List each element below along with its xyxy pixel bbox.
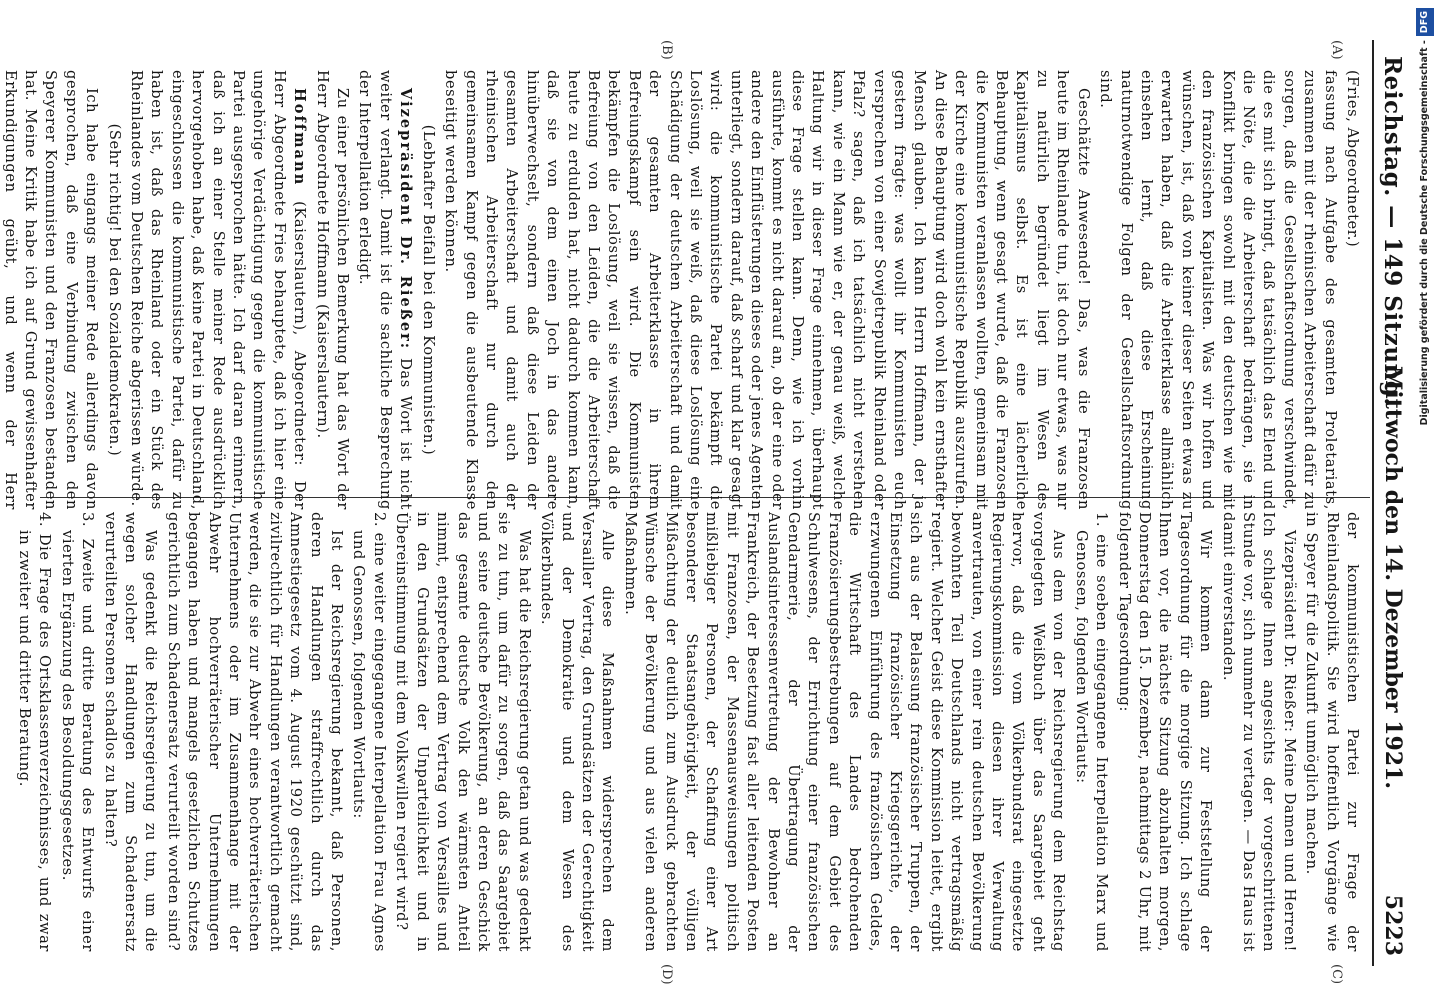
speaker-name: Vizepräsident Dr. Rießer: (397, 88, 415, 351)
agenda-item-3: 3. Zweite und dritte Beratung des Entwurfs einer vierten Ergänzung des Besoldungsgesetzes. (58, 512, 97, 952)
credit-text: Digitalisierung gefördert durch die Deutsche Forschungsgemeinschaft - (1419, 40, 1430, 426)
header-session: Reichstag. — 149 Sitzung. (1379, 56, 1406, 406)
agenda-intro: Wir kommen dann zur Feststellung der Tagesordnung für die morgige Sitzung. Ich schlage Ihnen vor, die nächste Sitzung abzuhalten morgen, Donnerstag den 15. Dezember, nachmittags 2 Uhr, mit folgender Tagesordnung: (1115, 512, 1215, 952)
page-header (1372, 36, 1406, 966)
margin-mark-a: (A) (1329, 40, 1344, 60)
interpellation-text: Aus dem von der Reichsregierung dem Reichstag vorgelegten Weißbuch über das Saargebiet geht hervor, daß die vom Völkerbundsrat eingesetzte Regierungskommission diesen ihrer Verwaltung anvertrauten, von einer rein deutschen Bevölkerung bewohnten Teil Deutschlands nicht vertragsmäßig regiert. Welcher Geist diese Kommission leitet, ergibt sich aus der Belassung französischer Truppen, der Einsetzung französischer Kriegsgerichte, der erzwungenen Einführung des französischen Geldes, die Wirtschaft des Landes bedrohenden Französierungsbestrebungen auf dem Gebiet des Schulwesens, der Errichtung einer französischen Gendarmerie, der Übertragung der Auslandsinteressenvertretung der Bewohner an Frankreich, der Besetzung fast aller leitenden Posten mit Franzosen, der Massenausweisungen politisch mißliebiger Personen, der Schaffung einer Art besonderer Staatsangehörigkeit, der völligen Mißachtung der deutlich zum Ausdruck gebrachten Wünsche der Bevölkerung und aus vielen anderen Maßnahmen. (621, 512, 1068, 952)
page-number: 5223 (1380, 894, 1406, 956)
margin-mark-c: (C) (1329, 964, 1344, 985)
interpellation-text: Ist der Reichsregierung bekannt, daß Personen, deren Handlungen straffrechtlich durch das Amnestiegesetz vom 4. August 1920 geschützt sind, zivilrechtlich für Handlungen verantwortlich gemacht werden, die sie zur Abwehr eines hochverräterischen Unternehmens oder im Zusammenhange mit der Abwehr hochverräterischer Unternehmungen begangen haben und mangels gesetzlichen Schutzes gerichtlich zum Schadenersatz verurteilt worden sind? (164, 512, 346, 952)
president-statement (354, 70, 415, 510)
margin-mark-d: (D) (659, 964, 674, 985)
header-rule (1372, 40, 1374, 966)
agenda-item-4: 4. Die Frage des Ortsklassenverzeichnisses, und zwar in zweiter und dritter Beratung. (16, 512, 54, 952)
remark-text: (Kaiserslautern), Abgeordneter: Der Herr Abgeordnete Fries behauptete, daß ich hier eine ungehörige Verdächtigung gegen die kommunistische Partei ausgesprochen hätte. Ich darf daran erinnern, daß ich an einer Stelle meiner Rede ausdrücklich hervorgehoben habe, daß keine Partei in Deutschland, eingeschlossen die kommunistische Partei, dafür zu haben ist, daß das Rheinland oder ein Stück des Rheinlandes vom Deutschen Reiche abgerissen würde. (128, 70, 309, 510)
speaker-name: Vizepräsident Dr. Rießer: (1280, 530, 1298, 733)
president-statement (1217, 512, 1299, 952)
speech-paragraph: Ich habe eingangs meiner Rede allerdings davon gesprochen, daß eine Verbindung zwischen den Speyerer Kommunisten und den Franzosen bestanden hat. Meine Kritik habe ich auf Grund gewissenhafter Erkundigungen geübt, und wenn der Herr (1, 70, 101, 510)
speech-paragraph: der kommunistischen Partei zur Frage der Rheinlandspolitik. Sie wird hoffentlich Vorgänge wie in Speyer für die Zukunft unmöglich machen. (1303, 512, 1361, 952)
floor-note: Zu einer persönlichen Bemerkung hat das Wort der Herr Abgeordnete Hoffmann (Kaiserslautern). (313, 70, 352, 510)
agenda-item-2: 2. eine weiter eingegangene Interpellation Frau Agnes und Genossen, folgenden Wortlauts: (350, 512, 388, 952)
personal-remark (126, 70, 310, 510)
speech-paragraph: Geschätzte Anwesende! Das, was die Franzosen heute im Rheinlande tun, ist doch nur etwas, was nur zu natürlich begründet liegt im Wesen des Kapitalismus selbst. Es ist eine lächerliche Behauptung, wenn gesagt wurde, daß die Franzosen die Kommunisten veranlassen wollten, gemeinsam mit der Kirche eine kommunistische Republik auszurufen. An diese Behauptung wird doch wohl kein ernsthafter Mensch glauben. Ich kann Herrn Hoffmann, der ja gestern fragte: was wollt ihr Kommunisten euch versprechen von einer Sowjetrepublik Rheinland oder Pfalz? sagen, daß ich tatsächlich nicht verstehen kann, wie ein Mann wie er, der genau weiß, welche Haltung wir in dieser Frage einnehmen, überhaupt diese Frage stellen kann. Denn, wie ich vorhin ausführte, kommt es nicht darauf an, ob der eine oder andere den Einflüsterungen dieses oder jenes Agenten unterliegt, sondern darauf, daß scharf und klar gesagt wird: die kommunistische Partei bekämpft die Loslösung, weil sie weiß, daß diese Loslösung eine Schädigung der deutschen Arbeiterschaft und damit der gesamten Arbeiterklasse in ihrem Befreiungskampf sein wird. Die Kommunisten bekämpfen die Loslösung, weil sie wissen, daß die Befreiung von den Leiden, die die Arbeiterschaft heute zu erdulden hat, nicht dadurch kommen kann, daß sie von dem einen Joch in das andere hinüberwechselt, sondern daß diese Leiden der gesamten Arbeiterschaft und damit auch der rheinischen Arbeiterschaft nur durch den gemeinsamen Kampf gegen die ausbeutende Klasse beseitigt werden können. (442, 70, 1092, 510)
digitization-credit (1416, 8, 1434, 998)
statement-text: Meine Damen und Herren! Ich schlage Ihnen angesichts der vorgeschrittenen Stunde vor, sich nunmehr zu vertagen. — Das Haus ist damit einverstanden. (1219, 512, 1298, 952)
header-date: Mittwoch den 14. Dezember 1921. (1380, 366, 1406, 790)
speech-paragraph: fassung nach Aufgabe des gesamten Proletariats, zusammen mit der rheinischen Arbeiterschaft dafür zu sorgen, daß die Gesellschaftsordnung verschwindet, die es mit sich bringt, daß tatsächlich das Elend und die Nöte, die die Arbeiterschaft bedrängen, sie in Konflikt bringen sowohl mit den deutschen wie mit den französischen Kapitalisten. Was wir hoffen und wünschen, ist, daß von keiner dieser Seiten etwas zu erwarten haben, daß die Arbeiterklasse allmählich einsehen lernt, daß diese Erscheinung naturnotwendige Folgen der Gesellschaftsordnung sind. (1097, 70, 1339, 510)
interpellation-text: Was hat die Reichsregierung getan und was gedenkt sie zu tun, um dafür zu sorgen, daß das Saargebiet und seine deutsche Bevölkerung, an deren Geschick das gesamte deutsche Volk den wärmsten Anteil nimmt, entsprechend dem Vertrag von Versailles und in den Grundsätzen der Unparteilichkeit und in Übereinstimmung mit dem Volkswillen regiert wird? (393, 512, 533, 952)
speaker-name: Hoffmann (291, 88, 309, 187)
speaker-reference: (Fries, Abgeordneter.) (1344, 70, 1361, 248)
right-column (12, 512, 1362, 952)
left-column (0, 70, 1362, 510)
interpellation-text: Alle diese Maßnahmen widersprechen dem Versailler Vertrag, den Grundsätzen der Gerechtigkeit und der Demokratie und dem Wesen des Völkerbundes. (538, 512, 617, 952)
margin-mark-b: (B) (659, 40, 674, 60)
dfg-logo: DFG (1416, 8, 1434, 36)
agenda-item-1: 1. eine soeben eingegangene Interpellation Marx und Genossen, folgenden Wortlauts: (1072, 512, 1111, 952)
applause-note: (Lebhafter Beifall bei den Kommunisten.) (419, 124, 437, 456)
interpellation-text: Was gedenkt die Reichsregierung zu tun, um die wegen solcher Handlungen zum Schadenersatz verurteilten Personen schadlos zu halten? (101, 512, 160, 952)
statement-text: Das Wort ist nicht weiter verlangt. Damit ist die sachliche Besprechung der Interpellation erledigt. (356, 70, 415, 510)
interjection-note: (Sehr richtig! bei den Sozialdemokraten.) (105, 123, 123, 457)
